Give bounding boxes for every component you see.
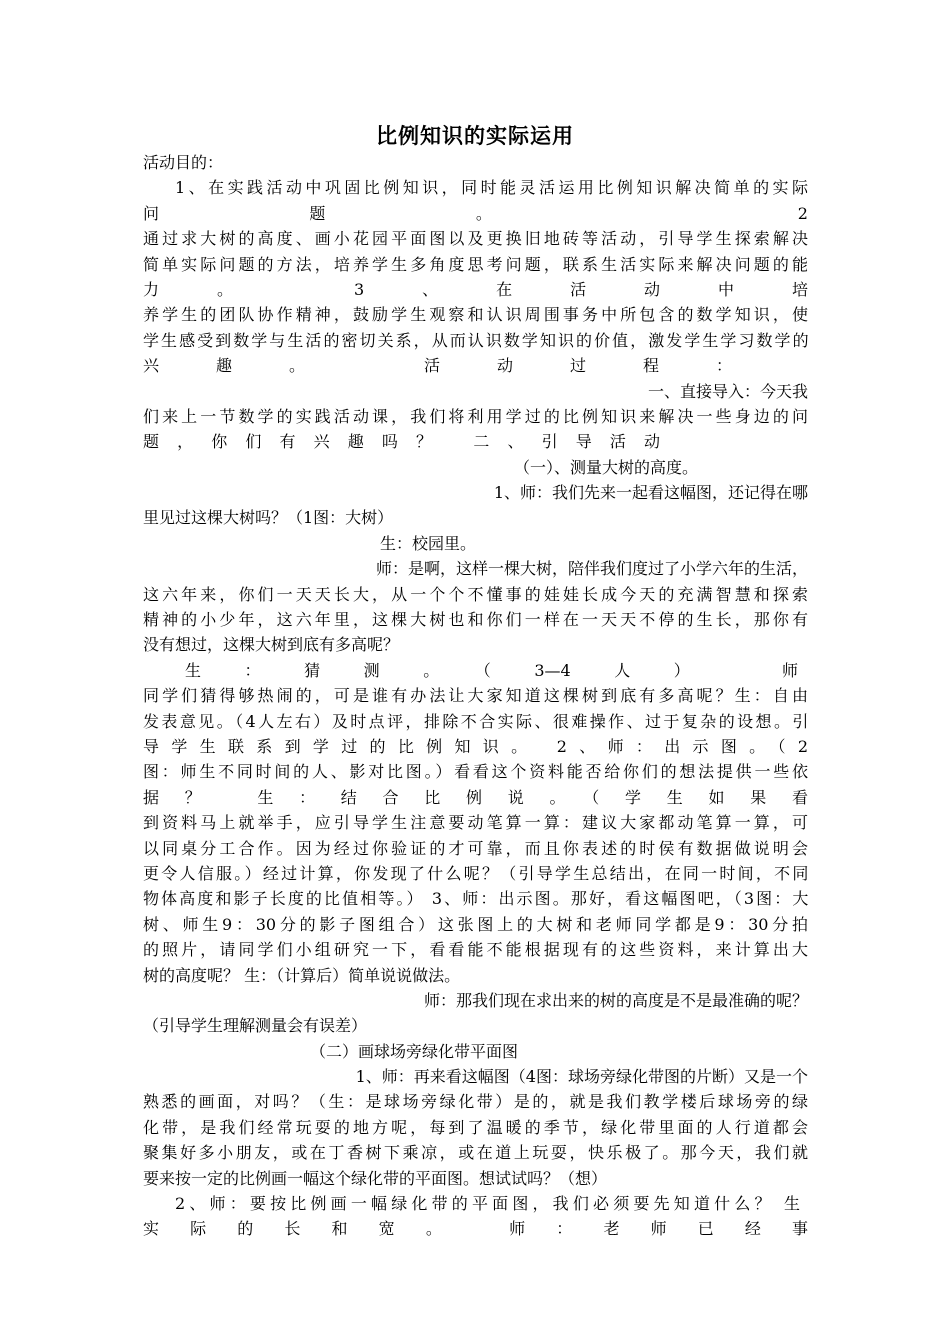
text-line: 里见过这棵大树吗？（1图：大树） <box>143 508 394 528</box>
text-line: 聚集好多小朋友，或在丁香树下乘凉，或在道上玩耍，快乐极了。那今天，我们就 <box>143 1143 808 1163</box>
text-line: 更令人信服。）经过计算，你发现了什么呢？（引导学生总结出，在同一时间，不同 <box>143 863 808 883</box>
text-line: 问题。 2 <box>143 203 808 223</box>
text-line: 到资料马上就举手，应引导学生注意要动笔算一算：建议大家都动笔算一算，可 <box>143 813 808 833</box>
text-line: 简单实际问题的方法，培养学生多角度思考问题，联系生活实际来解决问题的能 <box>143 254 808 274</box>
text-line: （二）画球场旁绿化带平面图 <box>310 1041 519 1061</box>
text-line: 发表意见。（4人左右）及时点评，排除不合实际、很难操作、过于复杂的设想。引 <box>143 711 808 731</box>
text-line: 生：猜测。（3—4人） 师 <box>185 660 798 680</box>
text-line: 师：那我们现在求出来的树的高度是不是最准确的呢？ <box>423 990 808 1010</box>
text-line: 兴趣。 活动过程： <box>143 356 732 376</box>
text-line: 力。 3、在活动中培 <box>143 279 808 299</box>
text-line: 一、直接导入：今天我 <box>647 381 808 401</box>
text-line: 没有想过，这棵大树到底有多高呢？ <box>143 635 400 655</box>
text-line: 养学生的团队协作精神，鼓励学生观察和认识周围事务中所包含的数学知识，使 <box>143 305 808 325</box>
text-line: 这六年来，你们一天天长大，从一个个不懂事的娃娃长成今天的充满智慧和探索 <box>143 584 808 604</box>
text-line: 树的高度呢？ 生：（计算后）简单说说做法。 <box>143 965 461 985</box>
text-line: 通过求大树的高度、画小花园平面图以及更换旧地砖等活动，引导学生探索解决 <box>143 229 808 249</box>
text-line: 要来按一定的比例画一幅这个绿化带的平面图。想试试吗？（想） <box>143 1168 608 1188</box>
text-line: 学生感受到数学与生活的密切关系，从而认识数学知识的价值，激发学生学习数学的 <box>143 330 808 350</box>
text-line: 精神的小少年，这六年里，这棵大树也和你们一样在一天天不停的生长，那你有 <box>143 610 808 630</box>
text-line: 题，你们有兴趣吗？ 二、引导活动 <box>143 432 660 452</box>
text-line: 图：师生不同时间的人、影对比图。）看看这个资料能否给你们的想法提供一些依 <box>143 762 808 782</box>
document-body <box>143 150 808 1242</box>
text-line: 导学生联系到学过的比例知识。 2、师：出示图。（2 <box>143 736 808 756</box>
document-title: 比例知识的实际运用 <box>376 124 574 148</box>
text-line: 们来上一节数学的实践活动课，我们将利用学过的比例知识来解决一些身边的问 <box>143 406 808 426</box>
text-line: （一）、测量大树的高度。 <box>514 457 699 477</box>
text-line: 据？ 生：结合比例说。（学生如果看 <box>143 787 808 807</box>
text-line: 1、师：我们先来一起看这幅图，还记得在哪 <box>493 483 808 503</box>
text-line: 树、师生9：30分的影子图组合）这张图上的大树和老师同学都是9：30分拍 <box>143 914 808 934</box>
text-line: 1、在实践活动中巩固比例知识，同时能灵活运用比例知识解决简单的实际 <box>175 178 808 198</box>
text-line: 2、师：要按比例画一幅绿化带的平面图，我们必须要先知道什么？ 生 <box>175 1194 800 1214</box>
text-line: 化带，是我们经常玩耍的地方呢，每到了温暖的季节，绿化带里面的人行道都会 <box>143 1117 808 1137</box>
text-line: 熟悉的画面，对吗？（生：是球场旁绿化带）是的，就是我们教学楼后球场旁的绿 <box>143 1092 808 1112</box>
text-line: 实际的长和宽。 师：老师已经事 <box>143 1219 808 1239</box>
text-line: 以同桌分工合作。因为经过你验证的才可靠，而且你表述的时侯有数据做说明会 <box>143 838 808 858</box>
text-line: 物体高度和影子长度的比值相等。） 3、师：出示图。那好，看这幅图吧，（3图：大 <box>143 889 808 909</box>
text-line: 的照片，请同学们小组研究一下，看看能不能根据现有的这些资料，来计算出大 <box>143 940 808 960</box>
text-line: 1、师：再来看这幅图（4图：球场旁绿化带图的片断）又是一个 <box>355 1067 808 1087</box>
text-line: 同学们猜得够热闹的，可是谁有办法让大家知道这棵树到底有多高呢？生：自由 <box>143 686 808 706</box>
text-line: 活动目的： <box>143 153 224 172</box>
text-line: （引导学生理解测量会有误差） <box>143 1016 368 1036</box>
text-line: 生：校园里。 <box>380 533 477 553</box>
text-line: 师：是啊，这样一棵大树，陪伴我们度过了小学六年的生活， <box>375 559 808 579</box>
